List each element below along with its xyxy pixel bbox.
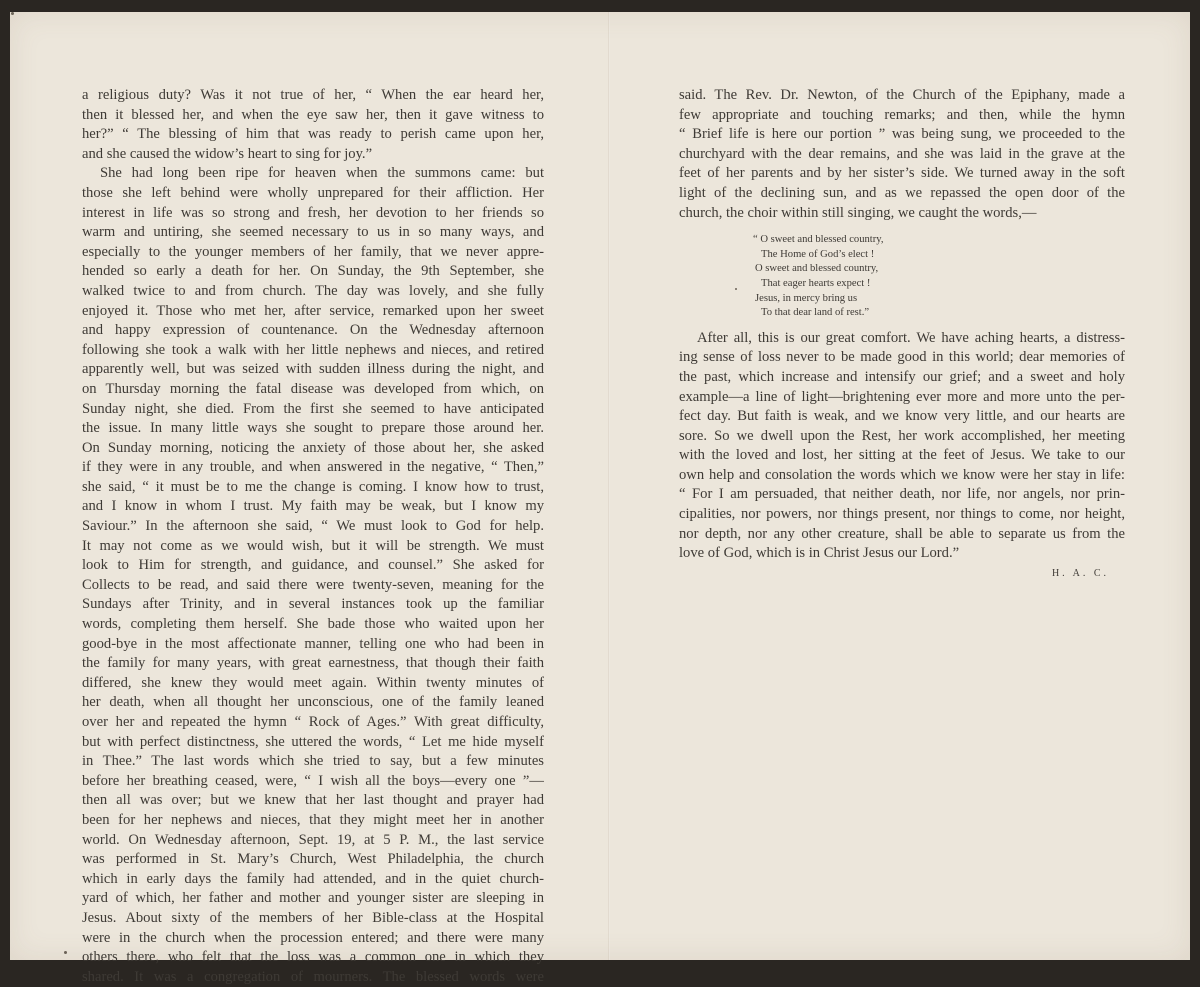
text-line: Saviour.” In the afternoon she said, “ We must look to God for help.: [82, 518, 544, 535]
text-line: and happy expression of countenance. On the Wednesday afternoon: [82, 322, 544, 339]
text-line: “ Brief life is here our portion ” was being sung, we proceeded to the: [679, 126, 1125, 143]
document-spread: [10, 12, 1190, 985]
hymn-quotation: [679, 233, 1125, 321]
text-line: which in early days the family had attended, and in the quiet church-: [82, 870, 544, 887]
text-line: she said, “ it must be to me the change is coming. I know how to trust,: [82, 478, 544, 495]
text-line: apparently well, but was seized with sudden illness during the night, and: [82, 361, 544, 378]
text-line: then it blessed her, and when the eye saw her, then it gave witness to: [82, 106, 544, 123]
text-line: She had long been ripe for heaven when the summons came: but: [100, 165, 544, 182]
text-line: and I know in whom I trust. My faith may be weak, but I know my: [82, 498, 544, 515]
text-line: It may not come as we would wish, but it will be strength. We must: [82, 537, 544, 554]
right-page-paragraph-1: [679, 86, 1125, 223]
text-line: then all was over; but we knew that her last thought and prayer had: [82, 792, 544, 809]
text-line: if they were in any trouble, and when answered in the negative, “ Then,”: [82, 459, 544, 476]
text-line: sore. So we dwell upon the Rest, her work accomplished, her meeting: [679, 427, 1125, 444]
text-line: warm and untiring, she seemed necessary to us in so many ways, and: [82, 224, 544, 241]
text-line: her death, when all thought her unconscious, one of the family leaned: [82, 694, 544, 711]
text-line: interest in life was so strong and fresh, her devotion to her friends so: [82, 204, 544, 221]
text-line: good-bye in the most affectionate manner, telling one who had been in: [82, 635, 544, 652]
text-line: Sunday night, she died. From the first she seemed to have anticipated: [82, 400, 544, 417]
text-line: example—a line of light—brightening ever more and more unto the per-: [679, 388, 1125, 405]
text-line: nor depth, nor any other creature, shall be able to separate us from the: [679, 525, 1125, 542]
text-line: those she left behind were wholly unprepared for their affliction. Her: [82, 184, 544, 201]
text-line: over her and repeated the hymn “ Rock of Ages.” With great difficulty,: [82, 714, 544, 730]
text-line: with the loved and lost, her sitting at the feet of Jesus. We take to our: [679, 447, 1125, 464]
text-line: hended so early a death for her. On Sunday, the 9th September, she: [82, 263, 544, 280]
text-line: feet of her parents and by her sister’s side. We turned away in the soft: [679, 165, 1125, 182]
text-line: her?” “ The blessing of him that was ready to perish came upon her,: [82, 126, 544, 143]
left-page: [82, 86, 544, 987]
poem-line: O sweet and blessed country,: [755, 263, 879, 275]
text-line: said. The Rev. Dr. Newton, of the Church of the Epiphany, made a: [679, 87, 1125, 103]
text-line: church, the choir within still singing, we caught the words,—: [679, 204, 1037, 221]
right-page-paragraph-2: [679, 329, 1125, 564]
text-line: been for her nephews and nieces, that they might meet her in another: [82, 811, 544, 828]
paper-speck: [11, 12, 14, 15]
text-line: cipalities, nor powers, nor things present, nor things to come, nor height,: [679, 506, 1125, 523]
text-line: love of God, which is in Christ Jesus our Lord.”: [679, 545, 960, 562]
text-line: walked twice to and from church. The day was lovely, and she fully: [82, 282, 544, 299]
poem-line: The Home of God’s elect !: [761, 248, 875, 260]
text-line: but with perfect distinctness, she uttered the words, “ Let me hide myself: [82, 733, 544, 750]
text-line: on Thursday morning the fatal disease was developed from which, on: [82, 380, 544, 397]
text-line: enjoyed it. Those who met her, after service, remarked upon her sweet: [82, 302, 544, 319]
page-fold: [608, 12, 610, 960]
text-line: Sundays after Trinity, and in several instances took up the familiar: [82, 596, 544, 613]
text-line: was performed in St. Mary’s Church, West Philadelphia, the church: [82, 851, 544, 868]
text-line: and she caused the widow’s heart to sing for joy.”: [82, 145, 373, 162]
poem-line: That eager hearts expect !: [761, 277, 871, 289]
text-line: own help and consolation the words which we know were her stay in life:: [679, 466, 1125, 483]
text-line: world. On Wednesday afternoon, Sept. 19, at 5 P. M., the last service: [82, 831, 544, 848]
paper-speck: [64, 951, 67, 954]
text-line: the family for many years, with great earnestness, that though their faith: [82, 655, 544, 672]
text-line: in Thee.” The last words which she tried to say, but a few minutes: [82, 753, 544, 770]
text-line: were in the church when the procession entered; and there were many: [82, 929, 544, 946]
text-line: words, completing them herself. She bade those who waited upon her: [82, 616, 544, 633]
text-line: differed, she knew they would meet again. Within twenty minutes of: [82, 674, 544, 691]
text-line: ing sense of loss never to be made good in this world; dear memories of: [679, 349, 1125, 366]
poem-line: Jesus, in mercy bring us: [755, 292, 858, 304]
signature: H. A. C.: [1051, 567, 1109, 579]
text-line: before her breathing ceased, were, “ I wish all the boys—every one ”—: [82, 772, 544, 789]
text-line: yard of which, her father and mother and younger sister are sleeping in: [82, 890, 544, 907]
text-line: After all, this is our great comfort. We have aching hearts, a distress-: [697, 329, 1125, 346]
right-page: [679, 86, 1125, 579]
text-line: others there, who felt that the loss was a common one in which they: [82, 949, 544, 966]
text-line: churchyard with the dear remains, and she was laid in the grave at the: [679, 145, 1125, 162]
text-line: a religious duty? Was it not true of her, “ When the ear heard her,: [82, 87, 544, 103]
text-line: light of the declining sun, and as we repassed the open door of the: [679, 184, 1125, 201]
poem-line: To that dear land of rest.”: [761, 307, 870, 319]
text-line: the issue. In many little ways she sought to prepare those around her.: [82, 420, 544, 437]
text-line: the past, which increase and intensify our grief; and a sweet and holy: [679, 368, 1125, 385]
text-line: especially to the younger members of her family, that we never appre-: [82, 243, 544, 260]
text-line: Jesus. About sixty of the members of her Bible-class at the Hospital: [82, 909, 544, 926]
poem-line: “ O sweet and blessed country,: [753, 234, 884, 246]
text-line: Collects to be read, and said there were twenty-seven, meaning for the: [82, 576, 544, 593]
text-line: On Sunday morning, noticing the anxiety of those about her, she asked: [82, 439, 544, 456]
text-line: “ For I am persuaded, that neither death, nor life, nor angels, nor prin-: [679, 486, 1125, 503]
text-line: look to Him for strength, and guidance, and counsel.” She asked for: [82, 557, 544, 574]
paper-speck: [735, 288, 737, 290]
text-line: few appropriate and touching remarks; and then, while the hymn: [679, 106, 1125, 123]
text-line: fect day. But faith is weak, and we know very little, and our hearts are: [679, 408, 1125, 425]
text-line: shared. It was a congregation of mourners. The blessed words were: [82, 968, 544, 985]
text-line: following she took a walk with her little nephews and nieces, and retired: [82, 341, 544, 358]
